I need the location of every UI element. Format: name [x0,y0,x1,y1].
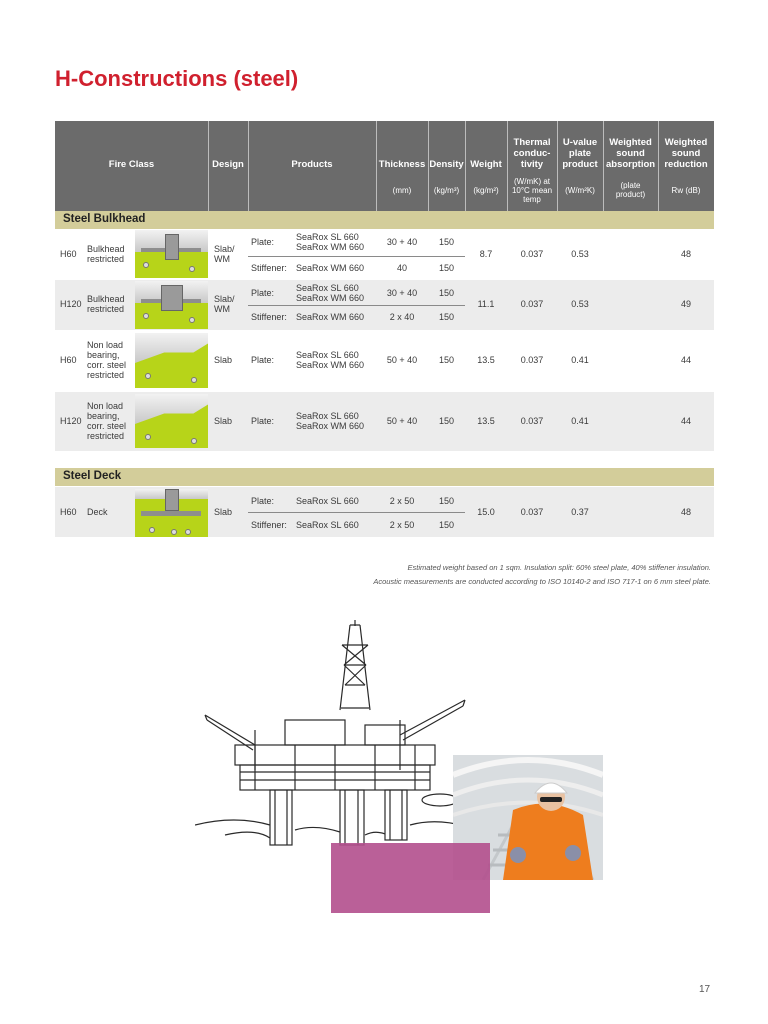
table-row: H60 Non load bearing, corr. steel restricted Slab Plate: SeaRox SL 660 SeaRox WM 660 50 + 40 150 13.5 0.037 0.41 44 [55,331,714,391]
corrugated-steel-diagram-image [135,333,208,388]
header-design: Design [212,159,244,170]
bulkhead-diagram-image [135,281,208,329]
plate-products: SeaRox SL 660 SeaRox WM 660 [296,232,365,252]
plate-products: SeaRox SL 660 SeaRox WM 660 [296,411,365,431]
corrugated-steel-diagram-image [135,394,208,448]
header-sound-reduction: Weighted sound reduction Rw (dB) [664,137,708,195]
table-row: H120 Bulkhead restricted Slab/ WM Plate: SeaRox SL 660 SeaRox WM 660 30 + 40 150 Stiffener: SeaRox WM 660 2 x 40 150 11.1 0.037 0.53 49 [55,280,714,330]
deck-diagram-image [135,489,208,537]
plate-products: SeaRox SL 660 SeaRox WM 660 [296,283,365,303]
table-header [55,121,714,211]
header-thermal-conductivity: Thermal conduc-tivity (W/mK) at 10°C mean temp [511,137,553,204]
page-title: H-Constructions (steel) [55,66,299,91]
plate-products: SeaRox SL 660 SeaRox WM 660 [296,350,365,370]
section-steel-deck: Steel Deck [55,468,714,486]
table-row: H120 Non load bearing, corr. steel restricted Slab Plate: SeaRox SL 660 SeaRox WM 660 50 + 40 150 13.5 0.037 0.41 44 [55,392,714,451]
header-sound-absorption: Weighted sound absorption (plate product) [606,137,656,199]
page-number: 17 [699,984,711,995]
header-thickness: Thickness (mm) [378,159,426,195]
header-weight: Weight (kg/m²) [470,159,502,195]
section-steel-bulkhead: Steel Bulkhead [55,211,714,229]
table-row: H60 Deck Slab Plate: SeaRox SL 660 2 x 50 150 Stiffener: SeaRox SL 660 2 x 50 150 15.0 0.037 0.37 48 [55,487,714,537]
header-products: Products [291,159,333,170]
footnote-acoustic: Acoustic measurements are conducted according to ISO 10140-2 and ISO 717-1 on 6 mm steel plate. [373,577,711,586]
footnote-weight: Estimated weight based on 1 sqm. Insulation split: 60% steel plate, 40% stiffener insulation. [407,563,711,572]
header-u-value: U-value plate product (W/m²K) [562,137,598,195]
header-fire-class: Fire Class [108,159,155,170]
table-row: H60 Bulkhead restricted Slab/ WM Plate: SeaRox SL 660 SeaRox WM 660 30 + 40 150 Stiffener: SeaRox WM 660 40 150 8.7 0.037 0.53 48 [55,229,714,279]
bulkhead-diagram-image [135,230,208,278]
decorative-color-block [331,843,490,913]
oil-rig-sketch-image [195,620,470,855]
header-density: Density (kg/m³) [429,159,464,195]
